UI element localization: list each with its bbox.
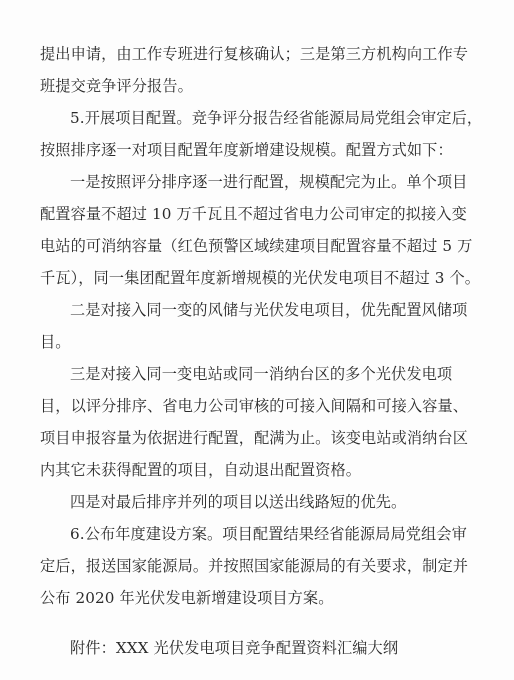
paragraph-line: 内其它未获得配置的项目，自动退出配置资格。 <box>40 461 362 479</box>
paragraph-line: 班提交竞争评分报告。 <box>40 77 193 95</box>
paragraph-line: 千瓦），同一集团配置年度新增规模的光伏发电项目不超过 3 个。 <box>40 269 481 287</box>
paragraph-line: 三是对接入同一变电站或同一消纳台区的多个光伏发电项 <box>70 365 453 383</box>
paragraph-line: 二是对接入同一变的风储与光伏发电项目，优先配置风储项 <box>70 301 468 319</box>
attachment-note: 附件：XXX 光伏发电项目竞争配置资料汇编大纲 <box>70 639 399 657</box>
section-6-heading-line: 6.公布年度建设方案。项目配置结果经省能源局局党组会审 <box>70 525 467 543</box>
paragraph-line: 公布 2020 年光伏发电新增建设项目方案。 <box>40 589 334 607</box>
paragraph-line: 一是按照评分排序逐一进行配置，规模配完为止。单个项目 <box>70 173 468 191</box>
section-5-heading-line: 5.开展项目配置。竞争评分报告经省能源局局党组会审定后， <box>70 109 483 127</box>
paragraph-line: 电站的可消纳容量（红色预警区域续建项目配置容量不超过 5 万 <box>40 237 473 255</box>
paragraph-line: 项目申报容量为依据进行配置，配满为止。该变电站或消纳台区 <box>40 429 469 447</box>
paragraph-line: 四是对最后排序并列的项目以送出线路短的优先。 <box>70 493 407 511</box>
paragraph-line: 目。 <box>40 333 71 351</box>
paragraph-line: 定后，报送国家能源局。并按照国家能源局的有关要求，制定并 <box>40 557 469 575</box>
paragraph-line: 配置容量不超过 10 万千瓦且不超过省电力公司审定的拟接入变 <box>40 205 467 223</box>
paragraph-line: 提出申请，由工作专班进行复核确认；三是第三方机构向工作专 <box>40 45 469 63</box>
paragraph-line: 按照排序逐一对项目配置年度新增建设规模。配置方式如下： <box>40 141 453 159</box>
paragraph-line: 目，以评分排序、省电力公司审核的可接入间隔和可接入容量、 <box>40 397 469 415</box>
